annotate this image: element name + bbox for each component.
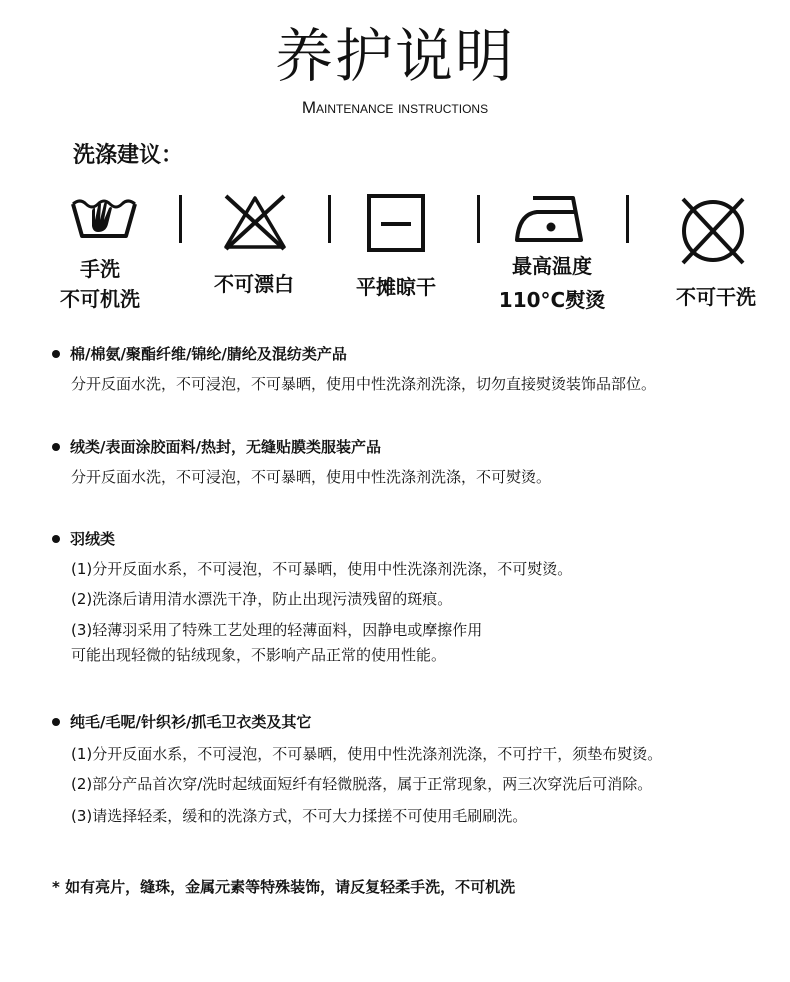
- icon-divider: [477, 195, 480, 243]
- section-line: (1)分开反面水系，不可浸泡，不可暴晒，使用中性洗涤剂洗涤，不可熨烫。: [71, 560, 573, 578]
- section-title: 绒类/表面涂胶面料/热封，无缝贴膜类服装产品: [52, 436, 381, 458]
- section-line: (3)请选择轻柔，缓和的洗涤方式，不可大力揉搓不可使用毛刷刷洗。: [71, 807, 528, 825]
- symbol-label-no-bleach: 不可漂白: [214, 272, 294, 296]
- icon-divider: [179, 195, 182, 243]
- symbol-label-hand-wash: 手洗 不可机洗: [60, 257, 140, 311]
- symbol-label-flat-dry: 平摊晾干: [356, 275, 436, 299]
- bullet-icon: [52, 718, 60, 726]
- flat-dry-square-icon: [367, 194, 425, 252]
- washing-heading: 洗涤建议：: [73, 143, 184, 168]
- section-title: 棉/棉氨/聚酯纤维/锦纶/腈纶及混纺类产品: [52, 343, 347, 365]
- section-title: 纯毛/毛呢/针织衫/抓毛卫衣类及其它: [52, 711, 311, 733]
- section-line: 分开反面水洗，不可浸泡，不可暴晒，使用中性洗涤剂洗涤，不可熨烫。: [71, 468, 552, 486]
- hand-wash-basin-icon: [70, 192, 138, 244]
- section-line: (3)轻薄羽采用了特殊工艺处理的轻薄面料，因静电或摩擦作用: [71, 621, 483, 639]
- symbol-label-iron: 最高温度 110°C熨烫: [498, 254, 606, 312]
- bullet-icon: [52, 350, 60, 358]
- no-dry-clean-circle-icon: [679, 195, 747, 267]
- section-line: (1)分开反面水系，不可浸泡，不可暴晒，使用中性洗涤剂洗涤，不可拧干，须垫布熨烫。: [71, 745, 663, 763]
- bullet-icon: [52, 443, 60, 451]
- section-line: (2)洗涤后请用清水漂洗干净，防止出现污渍残留的斑痕。: [71, 590, 453, 608]
- special-decoration-note: * 如有亮片，缝珠，金属元素等特殊装饰，请反复轻柔手洗，不可机洗: [52, 878, 516, 896]
- section-line: 分开反面水洗，不可浸泡，不可暴晒，使用中性洗涤剂洗涤，切勿直接熨烫装饰品部位。: [71, 375, 657, 393]
- iron-icon: [513, 192, 587, 244]
- section-line: 可能出现轻微的钻绒现象，不影响产品正常的使用性能。: [71, 646, 447, 664]
- no-bleach-triangle-icon: [222, 193, 288, 251]
- icon-divider: [626, 195, 629, 243]
- bullet-icon: [52, 535, 60, 543]
- symbol-label-no-dry-clean: 不可干洗: [676, 285, 756, 309]
- section-title: 羽绒类: [52, 528, 115, 550]
- section-line: (2)部分产品首次穿/洗时起绒面短纤有轻微脱落，属于正常现象，两三次穿洗后可消除。: [71, 775, 653, 793]
- icon-divider: [328, 195, 331, 243]
- page-subtitle: Maintenance instructions: [301, 98, 489, 117]
- page-title: 养护说明: [274, 22, 515, 90]
